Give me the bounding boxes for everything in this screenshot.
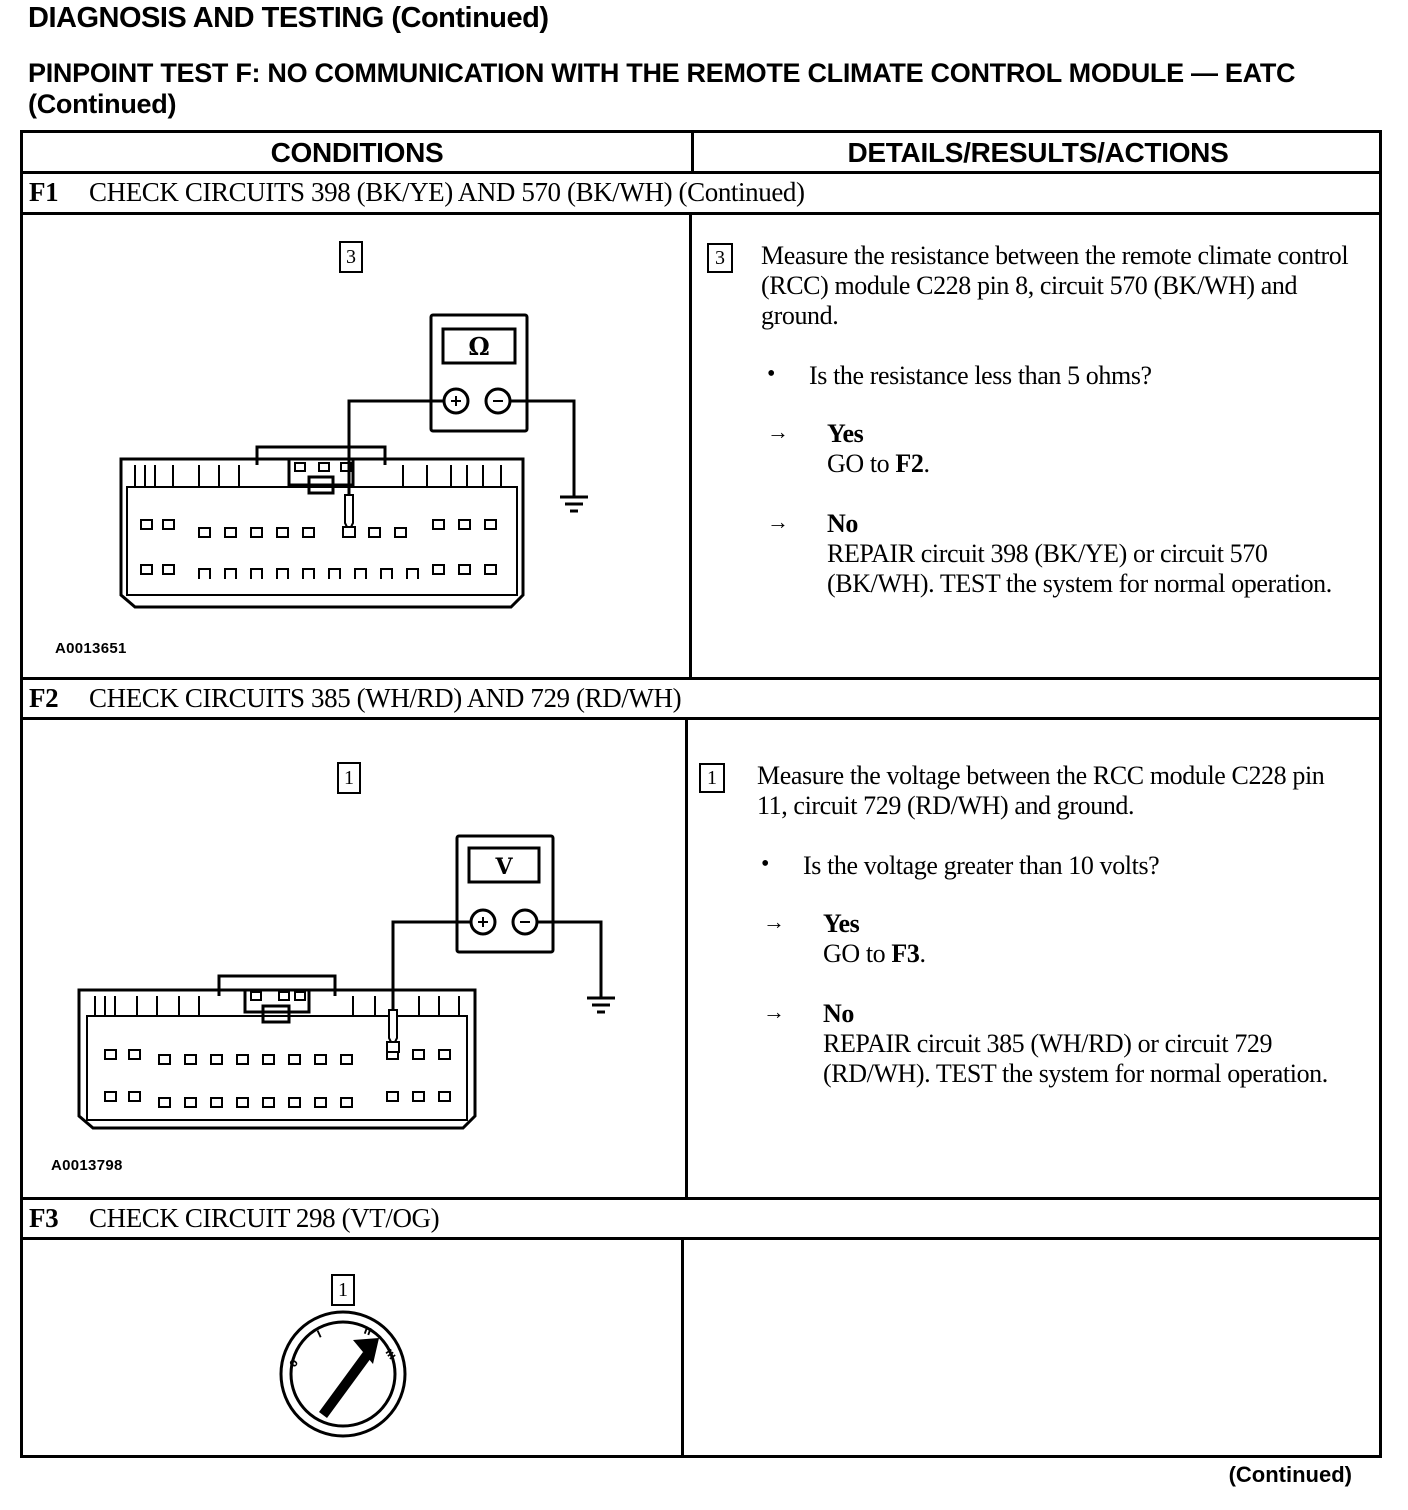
- continued-footer: (Continued): [1228, 1462, 1352, 1487]
- arrow-right-icon: →: [767, 419, 789, 444]
- section-id: F3: [29, 1203, 59, 1233]
- section-f2-title-row: [29, 679, 681, 717]
- arrow-right-icon: →: [767, 509, 789, 534]
- yes-action-suffix: .: [919, 939, 926, 968]
- section-f2-figure: [23, 720, 683, 1195]
- step-instruction: Measure the resistance between the remote climate control (RCC) module C228 pin 8, circuit 570 (BK/WH) and ground.: [761, 241, 1349, 330]
- no-action: REPAIR circuit 385 (WH/RD) or circuit 729 (RD/WH). TEST the system for normal operation.: [823, 1029, 1328, 1088]
- section-id: F1: [29, 177, 59, 207]
- no-action: REPAIR circuit 398 (BK/YE) or circuit 570 (BK/WH). TEST the system for normal operation.: [827, 539, 1332, 598]
- connector-voltage-diagram: [23, 720, 683, 1195]
- step-marker: 1: [699, 763, 725, 793]
- switch-position-1: I: [315, 1329, 324, 1341]
- connector-resistance-diagram: [23, 215, 687, 675]
- figure-id: A0013798: [51, 1157, 123, 1174]
- bullet-icon: •: [767, 361, 776, 387]
- page-title: DIAGNOSIS AND TESTING (Continued): [28, 2, 549, 34]
- answer-yes: [827, 419, 1367, 479]
- section-f1-title-row: [29, 173, 805, 211]
- section-f1-figure: [23, 215, 687, 675]
- yes-action-suffix: .: [923, 449, 930, 478]
- answer-no: [823, 999, 1363, 1089]
- section-id: F2: [29, 683, 59, 713]
- column-header-details: DETAILS/RESULTS/ACTIONS: [847, 137, 1229, 168]
- step-marker: 3: [707, 243, 733, 273]
- answer-yes: [823, 909, 1363, 969]
- yes-label: Yes: [827, 419, 864, 448]
- yes-action-prefix: GO to: [827, 449, 896, 478]
- step-instruction: Measure the voltage between the RCC module C228 pin 11, circuit 729 (RD/WH) and ground.: [757, 761, 1325, 820]
- figure-step-marker: 3: [339, 241, 363, 273]
- no-label: No: [823, 999, 854, 1028]
- section-title: CHECK CIRCUIT 298 (VT/OG): [89, 1203, 440, 1233]
- figure-step-marker: 1: [331, 1274, 355, 1306]
- test-question: Is the resistance less than 5 ohms?: [809, 361, 1152, 390]
- arrow-right-icon: →: [763, 999, 785, 1024]
- switch-position-2: II: [361, 1325, 373, 1339]
- figure-step-marker: 1: [337, 762, 361, 794]
- arrow-right-icon: →: [763, 909, 785, 934]
- pinpoint-test-title: PINPOINT TEST F: NO COMMUNICATION WITH THE REMOTE CLIMATE CONTROL MODULE — EATC (Continued): [28, 58, 1296, 119]
- meter-mode-volt: V: [495, 854, 513, 880]
- yes-action-target: F2: [895, 449, 924, 478]
- section-f3-title-row: [29, 1199, 439, 1237]
- test-question: Is the voltage greater than 10 volts?: [803, 851, 1160, 880]
- answer-no: [827, 509, 1367, 599]
- no-label: No: [827, 509, 858, 538]
- meter-mode-ohm: Ω: [468, 332, 490, 361]
- yes-action-target: F3: [891, 939, 920, 968]
- ignition-switch-diagram: [23, 1240, 679, 1456]
- section-title: CHECK CIRCUITS 385 (WH/RD) AND 729 (RD/WH): [89, 683, 682, 713]
- figure-id: A0013651: [55, 640, 127, 657]
- yes-label: Yes: [823, 909, 860, 938]
- switch-position-3: III: [382, 1347, 397, 1362]
- section-f3-figure: [23, 1240, 679, 1456]
- section-title: CHECK CIRCUITS 398 (BK/YE) AND 570 (BK/WH) (Continued): [89, 177, 805, 207]
- yes-action-prefix: GO to: [823, 939, 892, 968]
- switch-position-0: 0: [288, 1357, 302, 1370]
- column-header-conditions: CONDITIONS: [270, 137, 444, 168]
- pinpoint-test-table: [20, 130, 1382, 1458]
- bullet-icon: •: [761, 851, 770, 877]
